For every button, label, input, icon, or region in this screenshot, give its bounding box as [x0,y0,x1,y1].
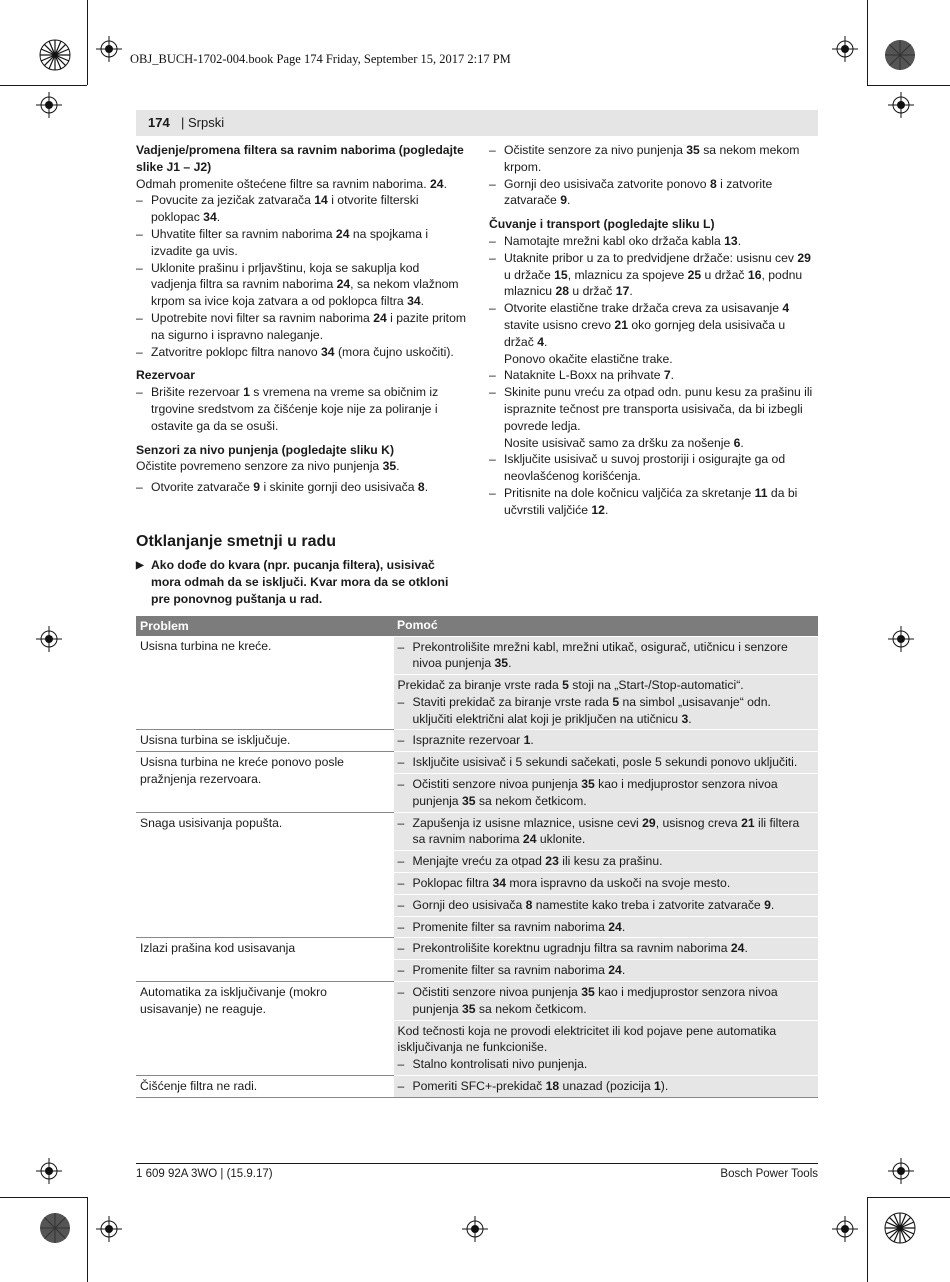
column-header-problem: Problem [136,616,393,636]
registration-mark-icon [888,626,914,652]
table-row [136,812,818,851]
help-cell: – Promenite filter sa ravnim naborima 24. [393,916,818,938]
list-item: – Zatvoritre poklopc filtra nanovo 34 (mora čujno uskočiti). [136,344,466,361]
list-item: – Otvorite zatvarače 9 i skinite gornji deo usisivača 8. [136,479,466,496]
footer-doc-code: 1 609 92A 3WO | (15.9.17) [136,1168,273,1180]
paragraph: Očistite povremeno senzore za nivo punjenja 35. [136,459,400,474]
registration-mark-icon [888,1158,914,1184]
help-cell: – Ispraznite rezervoar 1. [393,730,818,752]
page-language: | Srpski [181,115,225,130]
table-row [136,636,818,675]
list-item: – Skinite punu vreću za otpad odn. punu kesu za prašinu ili ispraznite tečnost pre transporta usisivača, da bi izbegli povrede ledja. [489,384,818,434]
table-row [136,938,818,960]
right-column [489,142,818,519]
crop-line [867,85,950,86]
section-heading: Rezervoar [136,368,195,383]
help-cell: – Promenite filter sa ravnim naborima 24. [393,960,818,982]
paragraph: Odmah promenite oštećene filtre sa ravnim naborima. 24. [136,176,447,191]
list-item: – Uhvatite filter sa ravnim naborima 24 na spojkama i izvadite ga uvis. [136,226,466,260]
list-item: – Očistite senzore za nivo punjenja 35 sa nekom mekom krpom. [489,142,818,176]
problem-cell: Usisna turbina ne kreće. [136,636,393,730]
footer-rule [136,1163,818,1164]
registration-mark-icon [888,92,914,118]
star-target-icon [38,38,72,72]
list-item: – Otvorite elastične trake držača creva za usisavanje 4 stavite usisno crevo 21 oko gornjeg dela usisivača u držač 4. [489,300,818,350]
problem-cell: Izlazi prašina kod usisavanja [136,938,393,982]
list-item: – Povucite za jezičak zatvarača 14 i otvorite filterski poklopac 34. [136,192,466,226]
registration-mark-icon [36,92,62,118]
crop-line [0,85,87,86]
triangle-bullet-icon: ▶ [136,560,144,571]
table-row [136,1076,818,1098]
crop-line [87,1197,88,1282]
density-patch-icon [38,1211,72,1245]
help-cell: – Prekontrolišite mrežni kabl, mrežni utikač, osigurač, utičnicu i senzore nivoa punjenja 35. [393,636,818,675]
list-item: – Uklonite prašinu i prljavštinu, koja se sakuplja kod vadjenja filtra sa ravnim naborima 24, sa nekom vlažnom krpom sa ivice koja zatvara a od poklopca filtra 34. [136,260,466,310]
footer-brand: Bosch Power Tools [720,1168,818,1180]
problem-cell: Usisna turbina se isključuje. [136,730,393,752]
section-heading: Vadjenje/promena filtera sa ravnim naborima (pogledajte slike J1 – J2) [136,143,464,174]
troubleshooting-table [136,616,818,1098]
table-row [136,982,818,1021]
page-number: 174 [148,115,170,130]
problem-cell: Čišćenje filtra ne radi. [136,1076,393,1098]
density-patch-icon [883,38,917,72]
list-item: – Nataknite L-Boxx na prihvate 7. [489,367,818,384]
help-cell: – Gornji deo usisivača 8 namestite kako treba i zatvorite zatvarače 9. [393,894,818,916]
list-continuation: Ponovo okačite elastične trake. [504,351,673,366]
help-cell: – Zapušenja iz usisne mlaznice, usisne cevi 29, usisnog creva 21 ili filtera sa ravnim naborima 24 uklonite. [393,812,818,851]
help-cell: – Očistiti senzore nivoa punjenja 35 kao i medjuprostor senzora nivoa punjenja 35 sa nekom četkicom. [393,774,818,813]
registration-mark-icon [462,1216,488,1242]
crop-line [867,0,868,85]
registration-mark-icon [36,626,62,652]
help-cell: Prekidač za biranje vrste rada 5 stoji na „Start-/Stop-automatici“. – Staviti prekidač za biranje vrste rada 5 na simbol „usisavanje“ odn. uključiti električni alat koji je priključen na utičnicu 3. [393,675,818,730]
registration-mark-icon [96,36,122,62]
help-cell: Kod tečnosti koja ne provodi elektricitet ili kod pojave pene automatika isključivanja ne funkcioniše. – Stalno kontrolisati nivo punjenja. [393,1020,818,1075]
column-header-help: Pomoć [393,616,818,636]
table-row [136,752,818,774]
list-item: – Pritisnite na dole kočnicu valjčića za skretanje 11 da bi učvrstili valjčiće 12. [489,485,818,519]
section-heading: Čuvanje i transport (pogledajte sliku L) [489,217,715,232]
left-column [136,142,466,496]
registration-mark-icon [96,1216,122,1242]
registration-mark-icon [36,1158,62,1184]
list-item: – Brišite rezervoar 1 s vremena na vreme sa običnim iz trgovine sredstvom za čišćenje koje nije za poliranje i ostavite ga da se osuši. [136,384,466,434]
list-continuation: Nosite usisivač samo za dršku za nošenje 6. [504,435,744,450]
crop-line [0,1197,87,1198]
page-header-band [136,110,818,136]
troubleshooting-title: Otklanjanje smetnji u radu [136,533,337,550]
help-cell: – Očistiti senzore nivoa punjenja 35 kao i medjuprostor senzora nivoa punjenja 35 sa nekom četkicom. [393,982,818,1021]
help-cell: – Prekontrolišite korektnu ugradnju filtra sa ravnim naborima 24. [393,938,818,960]
section-heading: Senzori za nivo punjenja (pogledajte sliku K) [136,442,395,457]
registration-mark-icon [832,36,858,62]
crop-line [867,1197,950,1198]
problem-cell: Automatika za isključivanje (mokro usisavanje) ne reaguje. [136,982,393,1076]
list-item: – Gornji deo usisivača zatvorite ponovo 8 i zatvorite zatvarače 9. [489,176,818,210]
printer-header: OBJ_BUCH-1702-004.book Page 174 Friday, September 15, 2017 2:17 PM [130,52,511,66]
list-item: – Namotajte mrežni kabl oko držača kabla 13. [489,233,818,250]
crop-line [867,1197,868,1282]
help-cell: – Poklopac filtra 34 mora ispravno da uskoči na svoje mesto. [393,873,818,895]
help-cell: – Pomeriti SFC+-prekidač 18 unazad (pozicija 1). [393,1076,818,1098]
star-target-icon [883,1211,917,1245]
list-item: – Isključite usisivač u suvoj prostoriji i osigurajte ga od neovlašćenog korišćenja. [489,451,818,485]
list-item: – Utaknite pribor u za to predvidjene držače: usisnu cev 29 u držače 15, mlaznicu za spojeve 25 u držač 16, podnu mlaznicu 28 u držač 17. [489,250,818,300]
problem-cell: Snaga usisivanja popušta. [136,812,393,938]
table-header-row [136,616,818,636]
registration-mark-icon [832,1216,858,1242]
crop-line [87,0,88,85]
warning-note: ▶ Ako dođe do kvara (npr. pucanja filtera), usisivač mora odmah da se isključi. Kvar mora da se otkloni pre ponovnog puštanja u rad. [136,558,449,606]
help-cell: – Menjajte vreću za otpad 23 ili kesu za prašinu. [393,851,818,873]
list-item: – Upotrebite novi filter sa ravnim naborima 24 i pazite pritom na sigurno i ispravno naleganje. [136,310,466,344]
problem-cell: Usisna turbina ne kreće ponovo posle pražnjenja rezervoara. [136,752,393,812]
help-cell: – Isključite usisivač i 5 sekundi sačekati, posle 5 sekundi ponovo uključiti. [393,752,818,774]
table-row [136,730,818,752]
